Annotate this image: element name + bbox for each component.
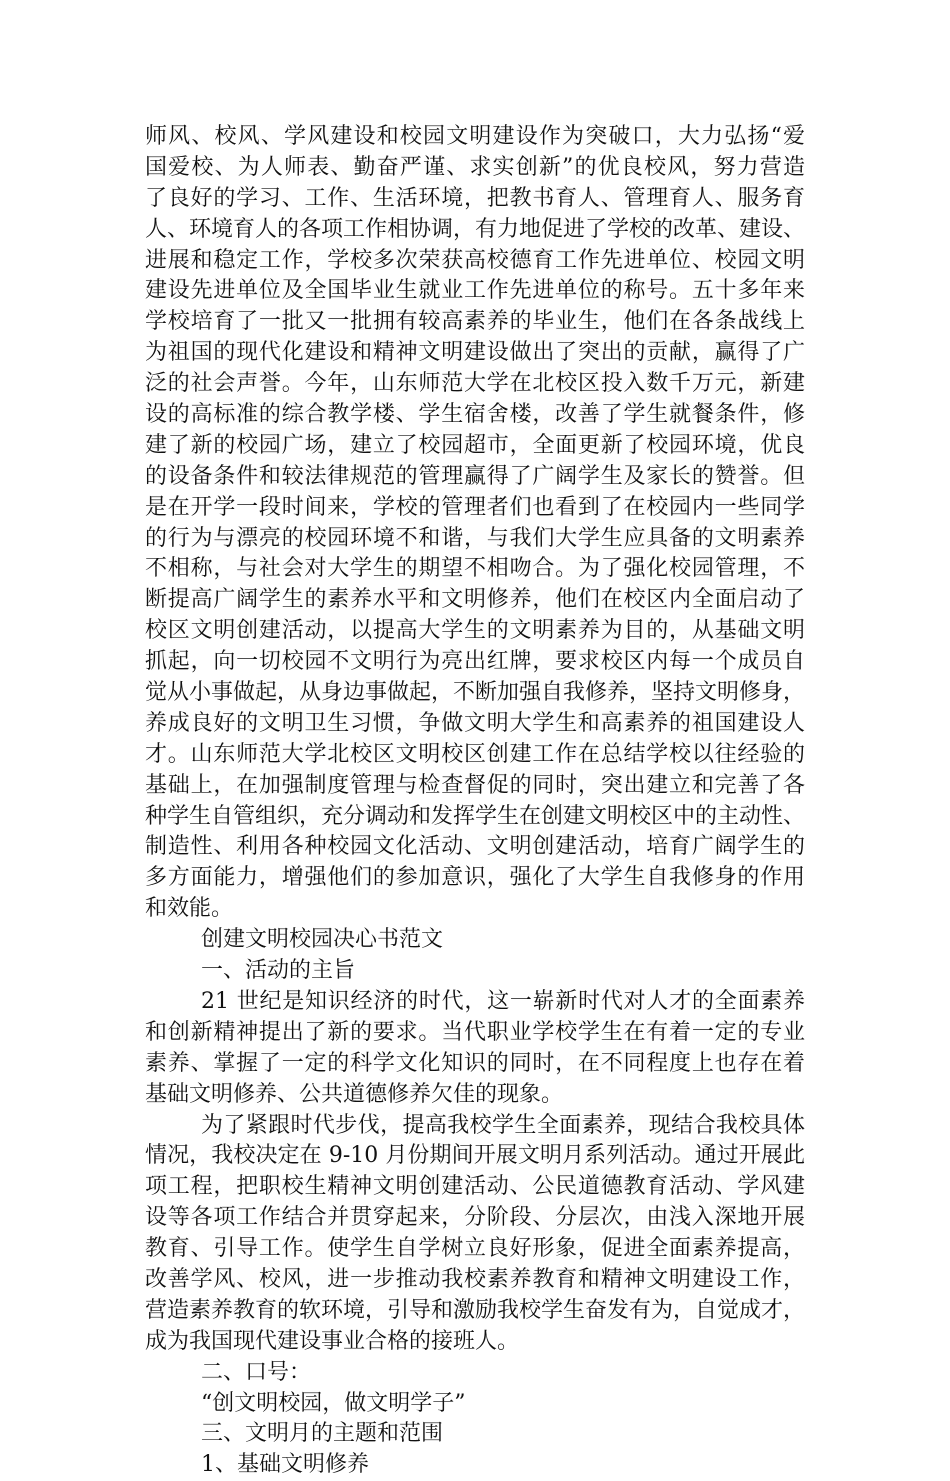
text-line: 营造素养教育的软环境，引导和激励我校学生奋发有为，自觉成才，: [145, 1297, 806, 1323]
text-line: 项工程，把职校生精神文明创建活动、公民道德教育活动、学风建: [145, 1174, 805, 1200]
text-line: 和创新精神提出了新的要求。当代职业学校学生在有着一定的专业: [145, 1019, 805, 1045]
text-line: 了良好的学习、工作、生活环境，把教书育人、管理育人、服务育: [145, 185, 805, 211]
text-line: 抓起，向一切校园不文明行为亮出红牌，要求校区内每一个成员自: [145, 649, 805, 675]
text-line: 设等各项工作结合并贯穿起来，分阶段、分层次，由浅入深地开展: [145, 1205, 805, 1231]
text-line: 国爱校、为人师表、勤奋严谨、求实创新”的优良校风，努力营造: [145, 154, 805, 180]
text-line: 的行为与漂亮的校园环境不和谐，与我们大学生应具备的文明素养: [145, 525, 805, 551]
text-line: 学校培育了一批又一批拥有较高素养的毕业生，他们在各条战线上: [145, 309, 805, 335]
text-line: 一、活动的主旨: [201, 958, 356, 984]
text-line: 的设备条件和较法律规范的管理赢得了广阔学生及家长的赞誉。但: [145, 463, 805, 489]
text-line: 1、基础文明修养: [201, 1452, 369, 1478]
text-line: 师风、校风、学风建设和校园文明建设作为突破口，大力弘扬“爱: [145, 124, 805, 149]
text-line: 觉从小事做起，从身边事做起，不断加强自我修养，坚持文明修身，: [145, 680, 806, 706]
text-line: 教育、引导工作。使学生自学树立良好形象，促进全面素养提高，: [145, 1236, 805, 1262]
text-line: 素养、掌握了一定的科学文化知识的同时，在不同程度上也存在着: [145, 1050, 805, 1076]
text-line: 泛的社会声誉。今年，山东师范大学在北校区投入数千万元，新建: [145, 371, 805, 397]
text-line: 基础上，在加强制度管理与检查督促的同时，突出建立和完善了各: [145, 772, 805, 798]
text-line: 校区文明创建活动，以提高大学生的文明素养为目的，从基础文明: [145, 618, 805, 644]
text-line: 进展和稳定工作，学校多次荣获高校德育工作先进单位、校园文明: [145, 247, 805, 273]
text-line: 制造性、利用各种校园文化活动、文明创建活动，培育广阔学生的: [145, 834, 805, 860]
text-line: 设的高标准的综合教学楼、学生宿舍楼，改善了学生就餐条件，修: [145, 402, 805, 428]
text-line: 不相称，与社会对大学生的期望不相吻合。为了强化校园管理，不: [145, 556, 805, 582]
text-line: 建设先进单位及全国毕业生就业工作先进单位的称号。五十多年来: [145, 278, 805, 304]
text-line: 基础文明修养、公共道德修养欠佳的现象。: [145, 1081, 564, 1107]
text-line: 是在开学一段时间来，学校的管理者们也看到了在校园内一些同学: [145, 494, 805, 520]
text-line: 多方面能力，增强他们的参加意识，强化了大学生自我修身的作用: [145, 865, 805, 891]
text-line: 种学生自管组织，充分调动和发挥学生在创建文明校区中的主动性、: [145, 803, 806, 829]
text-line: “创文明校园，做文明学子”: [201, 1390, 466, 1416]
text-line: 人、环境育人的各项工作相协调，有力地促进了学校的改革、建设、: [145, 216, 806, 242]
text-line: 和效能。: [145, 896, 234, 922]
text-line: 创建文明校园决心书范文: [201, 927, 444, 953]
text-line: 养成良好的文明卫生习惯，争做文明大学生和高素养的祖国建设人: [145, 710, 805, 736]
text-line: 三、文明月的主题和范围: [201, 1421, 444, 1447]
text-line: 情况，我校决定在 9-10 月份期间开展文明月系列活动。通过开展此: [145, 1143, 805, 1169]
text-line: 成为我国现代建设事业合格的接班人。: [145, 1328, 520, 1354]
text-line: 断提高广阔学生的素养水平和文明修养，他们在校区内全面启动了: [145, 587, 805, 613]
document-body: [145, 122, 805, 1481]
text-line: 21 世纪是知识经济的时代，这一崭新时代对人才的全面素养: [201, 988, 805, 1014]
text-line: 二、口号：: [201, 1359, 312, 1385]
text-line: 才。山东师范大学北校区文明校区创建工作在总结学校以往经验的: [145, 741, 805, 767]
text-line: 改善学风、校风，进一步推动我校素养教育和精神文明建设工作，: [145, 1266, 805, 1292]
text-line: 为了紧跟时代步伐，提高我校学生全面素养，现结合我校具体: [201, 1112, 805, 1138]
text-line: 建了新的校园广场，建立了校园超市，全面更新了校园环境，优良: [145, 432, 805, 458]
text-line: 为祖国的现代化建设和精神文明建设做出了突出的贡献，赢得了广: [145, 340, 805, 366]
